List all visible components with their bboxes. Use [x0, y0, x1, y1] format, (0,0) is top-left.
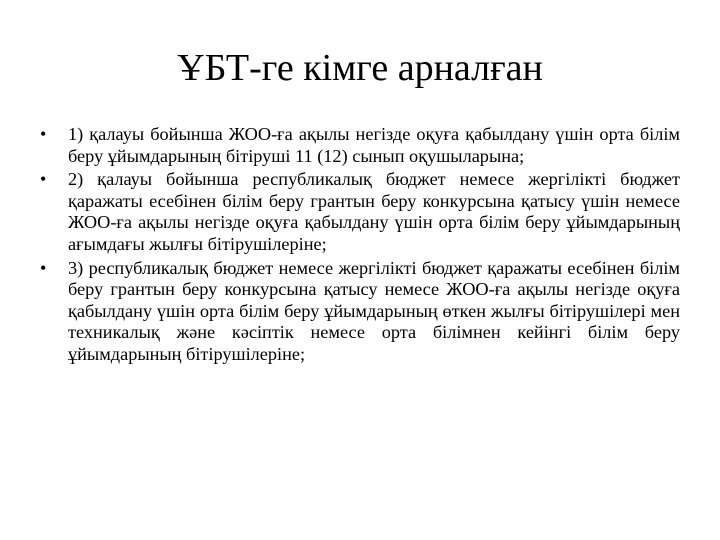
- list-item-text: 3) республикалық бюджет немесе жергілікті бюджет қаражаты есебінен білім беру грантын беру конкурсына қатысу немесе ЖОО-ға ақылы негізде оқуға қабылдану үшін орта білім беру ұйымдарының өткен жылғы бітірушілері мен техникалық және кәсіптік немесе орта білімнен кейінгі білім беру ұйымдарының бітірушілеріне;: [68, 257, 680, 364]
- bullet-list: [40, 124, 680, 368]
- list-item-text: 2) қалауы бойынша республикалық бюджет немесе жергілікті бюджет қаражаты есебінен білім беру грантын беру конкурсына қатысу үшін немесе ЖОО-ға ақылы негізде оқуға қабылдану үшін орта білім беру ұйымдарының ағымдағы жылғы бітірушілеріне;: [68, 169, 680, 254]
- bullet-icon: •: [40, 124, 47, 144]
- list-item: [40, 124, 680, 167]
- list-item: [40, 258, 680, 366]
- bullet-icon: •: [40, 257, 47, 278]
- slide-title: ҰБТ-ге кімге арналған: [177, 47, 543, 89]
- bullet-icon: •: [40, 169, 47, 190]
- list-item: [40, 169, 680, 255]
- list-item-text: 1) қалауы бойынша ЖОО-ға ақылы негізде оқуға қабылдану үшін орта білім беру ұйымдарының бітіруші 11 (12) сынып оқушыларына;: [68, 124, 680, 166]
